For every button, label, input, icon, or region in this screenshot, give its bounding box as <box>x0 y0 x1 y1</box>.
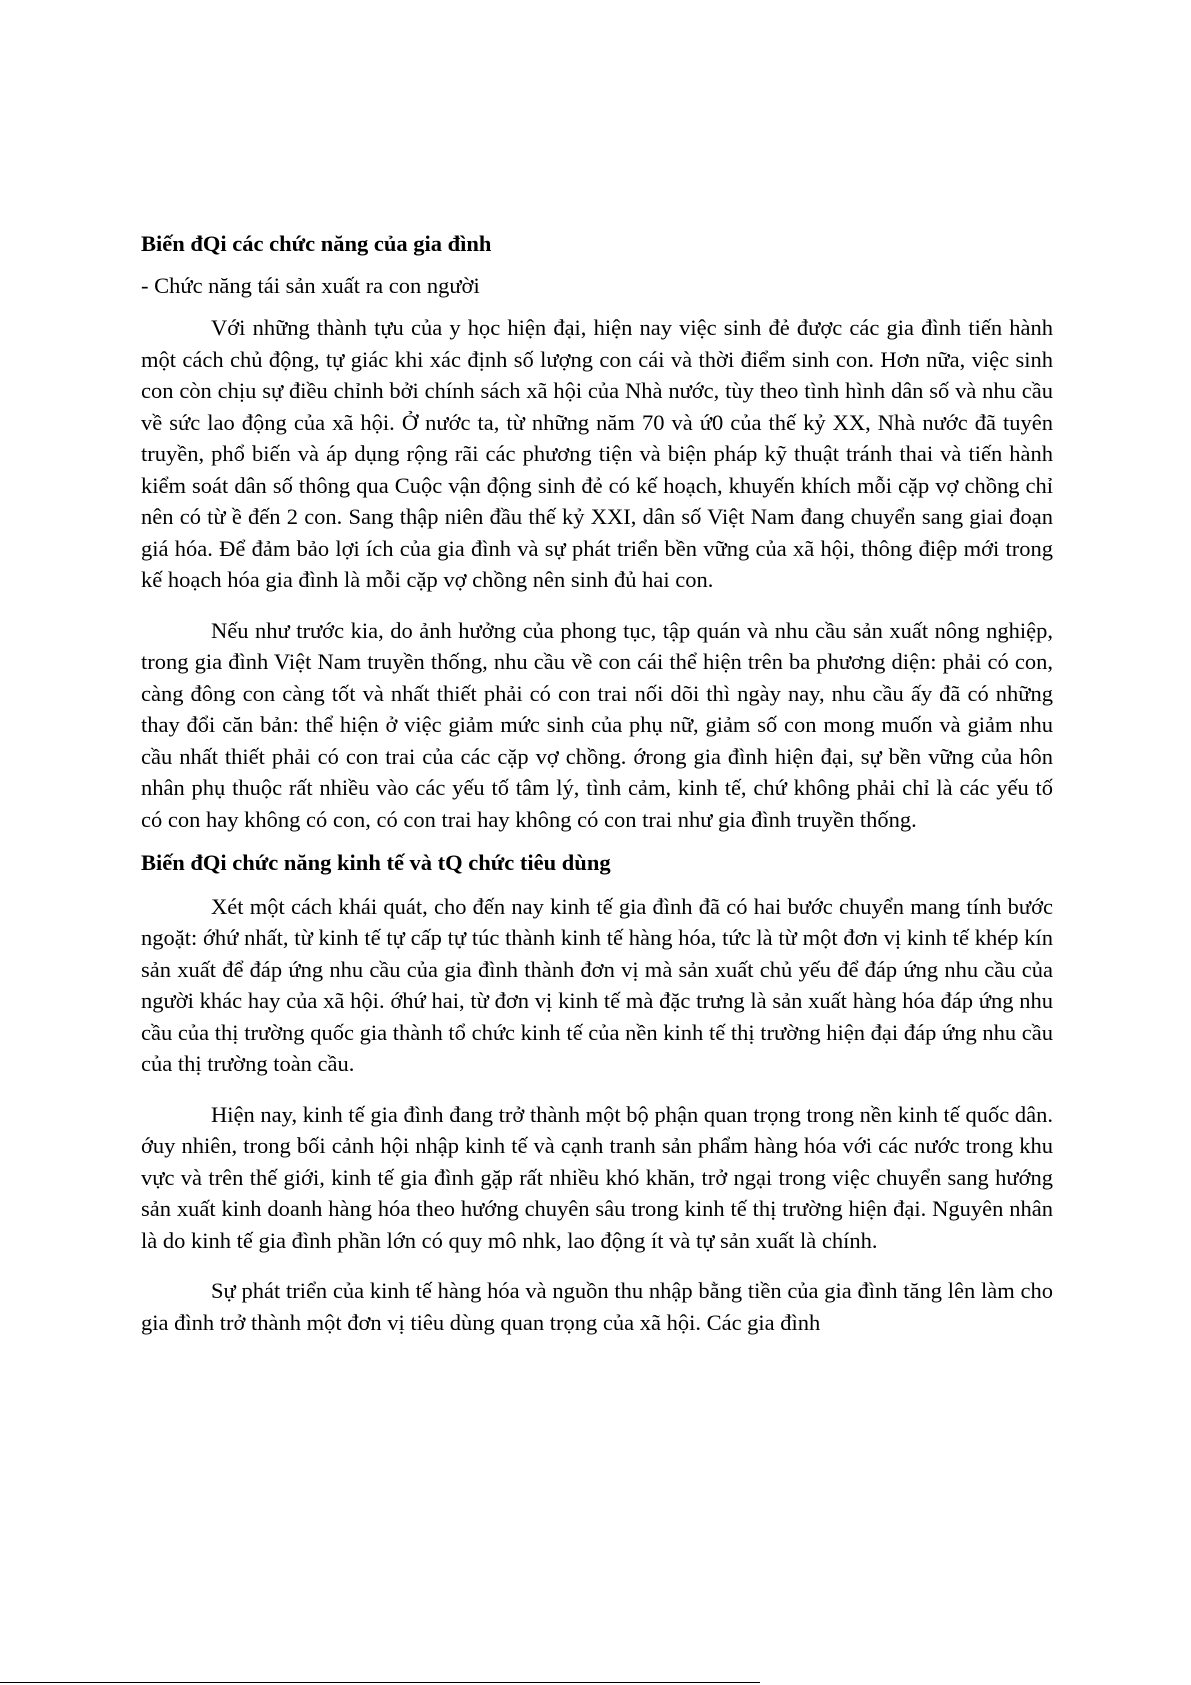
paragraph: Sự phát triển của kinh tế hàng hóa và nguồn thu nhập bằng tiền của gia đình tăng lên làm cho gia đình trở thành một đơn vị tiêu dùng quan trọng của xã hội. Các gia đình <box>141 1278 1053 1335</box>
section-heading: Biến đQi các chức năng của gia đình <box>141 231 492 256</box>
paragraph: Với những thành tựu của y học hiện đại, hiện nay việc sinh đẻ được các gia đình tiến hành một cách chủ động, tự giác khi xác định số lượng con cái và thời điểm sinh con. Hơn nữa, việc sinh con còn chịu sự điều chỉnh bởi chính sách xã hội của Nhà nước, tùy theo tình hình dân số và nhu cầu về sức lao động của xã hội. Ở nước ta, từ những năm 70 và ứ0 của thế kỷ XX, Nhà nước đã tuyên truyền, phổ biến và áp dụng rộng rãi các phương tiện và biện pháp kỹ thuật tránh thai và tiến hành kiểm soát dân số thông qua Cuộc vận động sinh đẻ có kế hoạch, khuyến khích mỗi cặp vợ chồng chỉ nên có từ ề đến 2 con. Sang thập niên đầu thế kỷ XXI, dân số Việt Nam đang chuyển sang giai đoạn giá hóa. Để đảm bảo lợi ích của gia đình và sự phát triển bền vững của xã hội, thông điệp mới trong kế hoạch hóa gia đình là mỗi cặp vợ chồng nên sinh đủ hai con. <box>141 315 1053 592</box>
paragraph: Hiện nay, kinh tế gia đình đang trở thành một bộ phận quan trọng trong nền kinh tế quốc dân. ớuy nhiên, trong bối cảnh hội nhập kinh tế và cạnh tranh sản phẩm hàng hóa với các nước trong khu vực và trên thế giới, kinh tế gia đình gặp rất nhiều khó khăn, trở ngại trong việc chuyển sang hướng sản xuất kinh doanh hàng hóa theo hướng chuyên sâu trong kinh tế thị trường hiện đại. Nguyên nhân là do kinh tế gia đình phần lớn có quy mô nhk, lao động ít và tự sản xuất là chính. <box>141 1101 1053 1253</box>
section-subheading: - Chức năng tái sản xuất ra con người <box>141 272 480 298</box>
paragraph: Nếu như trước kia, do ảnh hưởng của phong tục, tập quán và nhu cầu sản xuất nông nghiệp, trong gia đình Việt Nam truyền thống, nhu cầu về con cái thể hiện trên ba phương diện: phải có con, càng đông con càng tốt và nhất thiết phải có con trai nối dõi thì ngày nay, nhu cầu ấy đã có những thay đổi căn bản: thể hiện ở việc giảm mức sinh của phụ nữ, giảm số con mong muốn và giảm nhu cầu nhất thiết phải có con trai của các cặp vợ chồng. ớrong gia đình hiện đại, sự bền vững của hôn nhân phụ thuộc rất nhiều vào các yếu tố tâm lý, tình cảm, kinh tế, chứ không phải chỉ là các yếu tố có con hay không có con, có con trai hay không có con trai như gia đình truyền thống. <box>141 617 1053 832</box>
paragraph: Xét một cách khái quát, cho đến nay kinh tế gia đình đã có hai bước chuyển mang tính bước ngoặt: ớhứ nhất, từ kinh tế tự cấp tự túc thành kinh tế hàng hóa, tức là từ một đơn vị kinh tế khép kín sản xuất để đáp ứng nhu cầu của gia đình thành đơn vị mà sản xuất chủ yếu để đáp ứng nhu cầu của người khác hay của xã hội. ớhứ hai, từ đơn vị kinh tế mà đặc trưng là sản xuất hàng hóa đáp ứng nhu cầu của thị trường quốc gia thành tổ chức kinh tế của nền kinh tế thị trường hiện đại đáp ứng nhu cầu của thị trường toàn cầu. <box>141 893 1053 1076</box>
document-page <box>141 228 1053 1357</box>
footer-divider <box>0 1682 760 1683</box>
section-heading: Biến đQi chức năng kinh tế và tQ chức tiêu dùng <box>141 850 611 875</box>
